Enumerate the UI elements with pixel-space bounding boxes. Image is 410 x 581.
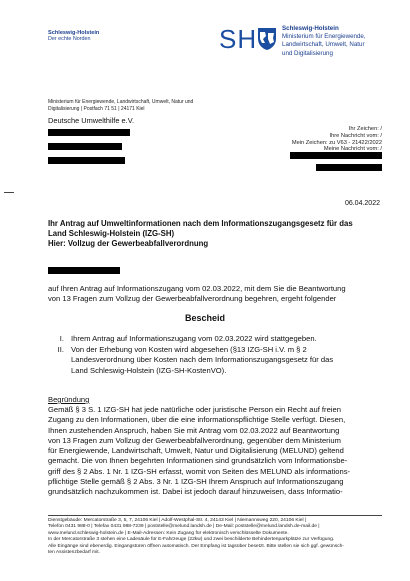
decision-number: II.	[57, 345, 64, 354]
decision-item	[48, 345, 388, 378]
sh-wordmark: SH	[219, 24, 258, 54]
reasoning-line: für Energiewende, Landwirtschaft, Umwelt, Natur und Digitalisierung (MELUND) geltend	[48, 446, 344, 456]
sender-line2: Digitalisierung | Postfach 71 51 | 24171 Kiel	[48, 105, 145, 112]
reasoning-line: Zugang zu den Informationen, über die eine informationspflichtige Stelle verfügt. Diesen,	[48, 415, 346, 425]
bescheid-title: Bescheid	[184, 313, 226, 323]
decision-number: I.	[59, 334, 64, 343]
reasoning-line: pflichtige Stelle gemäß § 2 Abs. 3 Nr. 1 IZG-SH Ihrem Anspruch auf Informationszugang	[48, 477, 344, 487]
decision-list	[48, 334, 388, 384]
footer-line: ten Assistenzbedarf mit.	[48, 550, 100, 556]
intro-paragraph	[48, 284, 346, 305]
footer-divider	[48, 515, 382, 516]
reasoning-line: grundsätzlich nachzukommen ist. Dabei ist jedoch darauf hinzuweisen, dass Informatio-	[48, 487, 343, 497]
footer-line: Dienstgebäude: Mercatorstraße 3, 5, 7, 24106 Kiel | Adolf-Westphal-Str. 4, 24143 Kiel | Niemannsweg 220, 24106 Kiel |	[48, 518, 307, 523]
decision-text: Landesverordnung über Kosten nach dem Informationszugangsgesetz für das	[71, 355, 334, 365]
your-reference: Ihr Zeichen: /	[348, 126, 382, 132]
intro-line2: von 13 Fragen zum Vollzug der Gewerbeabfallverordnung begehren, ergeht folgender	[48, 294, 337, 304]
ministry-line1: Schleswig-Holstein	[282, 25, 339, 32]
redaction-bar	[48, 267, 120, 274]
reasoning-line: griff des § 2 Abs. 1 Nr. 1 IZG-SH erfasst, womit von Seiten des MELUND als informations-	[48, 466, 351, 476]
subject-block	[48, 219, 353, 249]
reasoning-heading: Begründung	[48, 395, 90, 404]
redaction-bar	[290, 152, 382, 159]
decision-item	[48, 334, 388, 345]
reasoning-line: gemacht. Die von Ihnen begehrten Informationen sind grundsätzlich vom Informationsbe-	[48, 456, 348, 466]
footer-line: Telefon 0431 988-0 | Telefax 0431 988-7239 | poststelle@melund.landsh.de | De-Mail: poststelle@melund.landsh.de-mail.de |	[48, 524, 320, 530]
ministry-line4: und Digitalisierung	[282, 49, 333, 57]
reasoning-paragraph	[48, 405, 350, 498]
decision-text: Land Schleswig-Holstein (IZG-SH-KostenVO).	[71, 365, 227, 375]
subject-line2: Land Schleswig-Holstein (IZG-SH)	[48, 229, 175, 238]
footer-block	[48, 518, 344, 556]
reference-block	[292, 126, 382, 153]
footer-line: In der Mercatorstraße 3 stehen eine Ladesäule für E-Fahrzeuge (22kw) und zwei beschilderte Behindertenparkplätze zur Verfügung.	[48, 537, 335, 543]
redaction-bar	[48, 129, 130, 136]
ministry-line2: Ministerium für Energiewende,	[282, 33, 366, 41]
my-reference: Mein Zeichen: zu V63 - 21422/2022	[291, 139, 382, 146]
brand-logo-line1: Schleswig-Holstein	[48, 30, 100, 36]
redaction-bar	[48, 143, 122, 150]
ministry-line3: Landwirtschaft, Umwelt, Natur	[282, 41, 365, 49]
decision-text: Von der Erhebung von Kosten wird abgesehen (§13 IZG-SH i.V. m § 2	[71, 345, 307, 354]
recipient-name: Deutsche Umwelthilfe e.V.	[48, 116, 134, 125]
reasoning-line: Ihnen zustehenden Anspruch, haben Sie mit Antrag vom 02.03.2022 auf Beantwortung	[48, 425, 340, 435]
my-message-date: Meine Nachricht vom: /	[323, 146, 382, 153]
fold-mark	[4, 192, 14, 193]
subject-line1: Ihr Antrag auf Umweltinformationen nach dem Informationszugangsgesetz für das	[48, 219, 353, 228]
footer-line: www.melund.schleswig-holstein.de | E-Mail-Adressen: Kein Zugang für elektronisch verschlüsselte Dokumente.	[48, 530, 289, 536]
reasoning-line: Gemäß § 3 S. 1 IZG-SH hat jede natürliche oder juristische Person ein Recht auf freien	[48, 405, 341, 414]
ministry-name	[282, 25, 366, 58]
decision-text: Ihrem Antrag auf Informationszugang vom 02.03.2022 wird stattgegeben.	[71, 334, 317, 343]
reasoning-line: von 13 Fragen zum Vollzug der Gewerbeabfallverordnung, gegenüber dem Ministerium	[48, 435, 341, 445]
state-brand-logo	[48, 30, 99, 42]
footer-line: Alle Eingänge sind ebenerdig. Eingangstüren öffnen automatisch. Der Empfang ist tagsüber besetzt. Bitte stellen sie sich ggf. gewünsch-	[48, 543, 344, 549]
redaction-bar	[316, 164, 382, 171]
brand-logo-line2: Der echte Norden	[48, 36, 91, 42]
redaction-bar	[48, 157, 125, 164]
your-message-date: Ihre Nachricht vom: /	[329, 132, 382, 139]
sender-line1: Ministerium für Energiewende, Landwirtschaft, Umwelt, Natur und	[48, 99, 194, 105]
coat-of-arms-icon	[257, 27, 277, 51]
sender-address	[48, 99, 193, 112]
subject-line3: Hier: Vollzug der Gewerbeabfallverordnung	[48, 239, 209, 248]
intro-line1: auf Ihren Antrag auf Informationszugang vom 02.03.2022, mit dem Sie die Beantwortung	[48, 284, 346, 293]
letter-date: 06.04.2022	[344, 200, 380, 207]
